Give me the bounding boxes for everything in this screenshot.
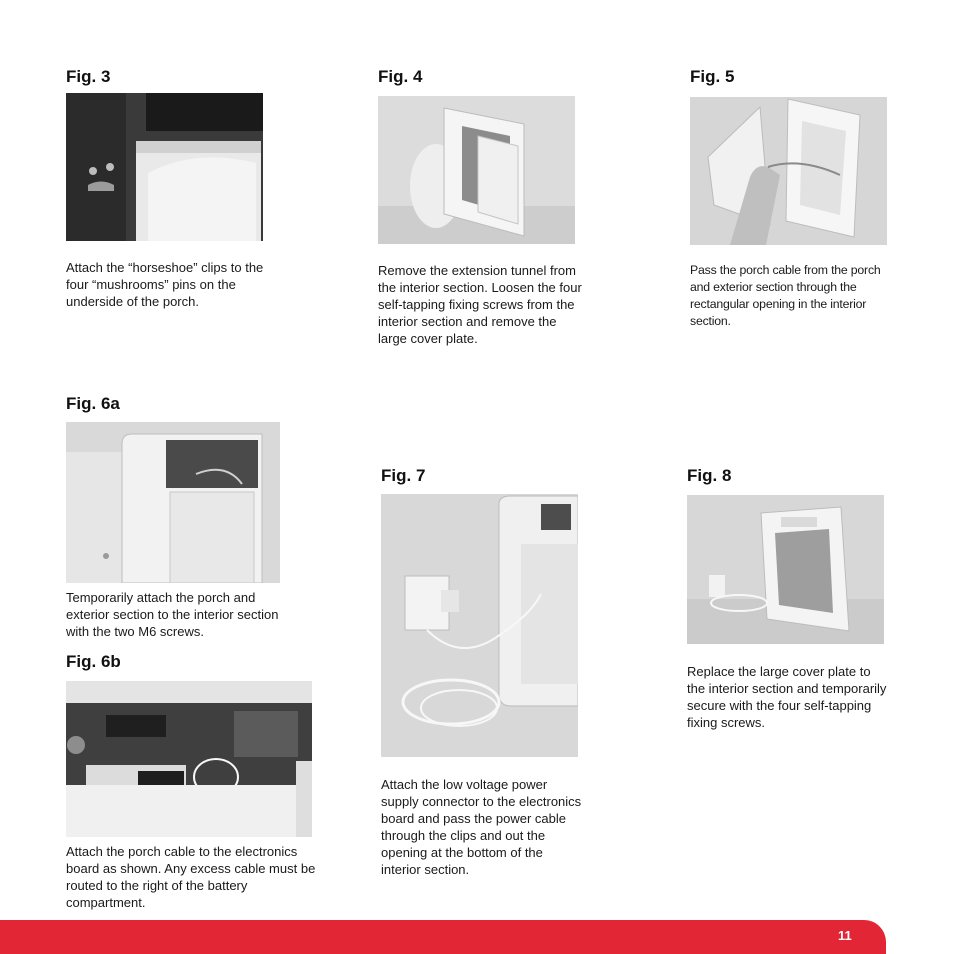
fig-6b-caption: Attach the porch cable to the electronics board as shown. Any excess cable must be routed to the right of the battery compartment. bbox=[66, 844, 316, 910]
fig-7-title: Fig. 7 bbox=[381, 466, 426, 485]
page-number: 11 bbox=[838, 928, 852, 943]
fig-8-caption: Replace the large cover plate to the interior section and temporarily secure with the four self-tapping fixing screws. bbox=[687, 664, 887, 730]
fig-3-title: Fig. 3 bbox=[66, 67, 111, 86]
fig-3-caption: Attach the “horseshoe” clips to the four “mushrooms” pins on the underside of the porch. bbox=[66, 260, 264, 309]
footer-bar bbox=[0, 920, 886, 954]
fig-5-title: Fig. 5 bbox=[690, 67, 735, 86]
fig-4-caption: Remove the extension tunnel from the interior section. Loosen the four self-tapping fixing screws from the interior section and remove the large cover plate. bbox=[378, 263, 582, 346]
fig-3-photo bbox=[66, 93, 263, 241]
fig-5-photo bbox=[690, 97, 887, 245]
fig-6a-caption: Temporarily attach the porch and exterior section to the interior section with the two M6 screws. bbox=[66, 590, 279, 639]
fig-6b-photo bbox=[66, 681, 312, 837]
fig-6a-title: Fig. 6a bbox=[66, 394, 120, 413]
fig-7-caption: Attach the low voltage power supply connector to the electronics board and pass the power cable through the clips and out the opening at the bottom of the interior section. bbox=[381, 777, 582, 877]
fig-4-photo bbox=[378, 96, 575, 244]
fig-4-title: Fig. 4 bbox=[378, 67, 423, 86]
fig-5-caption: Pass the porch cable from the porch and exterior section through the rectangular opening in the interior section. bbox=[690, 263, 881, 328]
fig-8-title: Fig. 8 bbox=[687, 466, 732, 485]
fig-8-photo bbox=[687, 495, 884, 644]
fig-6b-title: Fig. 6b bbox=[66, 652, 121, 671]
fig-6a-photo bbox=[66, 422, 280, 583]
fig-7-photo bbox=[381, 494, 578, 757]
